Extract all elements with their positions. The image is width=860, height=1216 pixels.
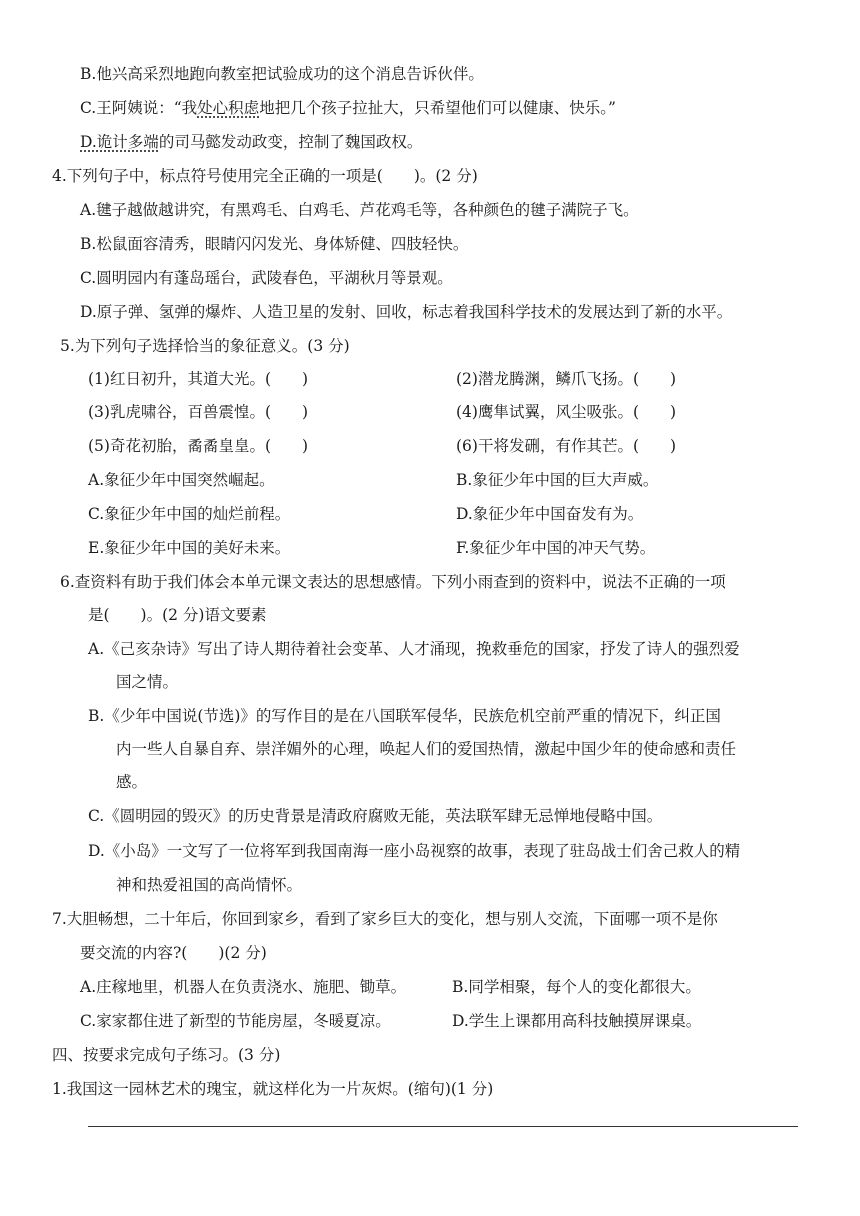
q4-option-a: A.毽子越做越讲究，有黑鸡毛、白鸡毛、芦花鸡毛等，各种颜色的毽子满院子飞。: [80, 201, 639, 219]
q4-option-c: C.圆明园内有蓬岛瑶台，武陵春色，平湖秋月等景观。: [80, 269, 453, 287]
q3-option-d-dotted-phrase: D.诡计多端: [80, 133, 159, 151]
q3-option-c-suffix: 地把几个孩子拉扯大，只希望他们可以健康、快乐。”: [259, 99, 616, 117]
q5-stem: 5.为下列句子选择恰当的象征意义。(3 分): [60, 337, 350, 355]
q7-stem-line2: 要交流的内容?( )(2 分): [80, 944, 267, 962]
q5-item: (6)干将发硎，有作其芒。( ): [456, 437, 677, 455]
q7-option-b: B.同学相聚，每个人的变化都很大。: [452, 978, 701, 996]
q5-option: D.象征少年中国奋发有为。: [456, 505, 644, 523]
q6-option-b-line3: 感。: [116, 773, 148, 791]
q6-option-b-line1: B.《少年中国说(节选)》的写作目的是在八国联军侵华，民族危机空前严重的情况下，纠正国: [88, 707, 721, 725]
q5-option: E.象征少年中国的美好未来。: [88, 539, 291, 557]
q5-item: (3)乳虎啸谷，百兽震惶。( ): [88, 403, 309, 421]
q7-option-d: D.学生上课都用高科技触摸屏课桌。: [452, 1012, 702, 1030]
section4-question1: 1.我国这一园林艺术的瑰宝，就这样化为一片灰烬。(缩句)(1 分): [52, 1080, 494, 1098]
q6-option-a-line1: A.《己亥杂诗》写出了诗人期待着社会变革、人才涌现，挽救垂危的国家，抒发了诗人的强烈爱: [88, 640, 740, 658]
q3-option-d: [80, 131, 422, 153]
q3-option-c: [80, 97, 616, 119]
q5-item: (2)潜龙腾渊，鳞爪飞扬。( ): [456, 370, 677, 388]
q5-option: C.象征少年中国的灿烂前程。: [88, 505, 291, 523]
q3-option-c-dotted-phrase: 处心积虑: [197, 99, 260, 117]
q6-option-a-line2: 国之情。: [116, 673, 179, 691]
q6-stem-line1: 6.查资料有助于我们体会本单元课文表达的思想感情。下列小雨查到的资料中，说法不正确的一项: [60, 573, 726, 591]
q6-option-b-line2: 内一些人自暴自弃、崇洋媚外的心理，唤起人们的爱国热情，激起中国少年的使命感和责任: [116, 740, 737, 758]
q6-option-c: C.《圆明园的毁灭》的历史背景是清政府腐败无能，英法联军肆无忌惮地侵略中国。: [88, 807, 663, 825]
q4-option-d: D.原子弹、氢弹的爆炸、人造卫星的发射、回收，标志着我国科学技术的发展达到了新的水平。: [80, 303, 733, 321]
q6-stem-line2: 是( )。(2 分)语文要素: [88, 606, 267, 624]
q3-option-c-prefix: C.王阿姨说：“我: [80, 99, 198, 117]
q3-option-d-suffix: 的司马懿发动政变，控制了魏国政权。: [158, 133, 423, 151]
q7-option-c: C.家家都住进了新型的节能房屋，冬暖夏凉。: [80, 1012, 391, 1030]
q5-item: (1)红日初升，其道大光。( ): [88, 370, 309, 388]
q4-option-b: B.松鼠面容清秀，眼睛闪闪发光、身体矫健、四肢轻快。: [80, 235, 469, 253]
q7-stem-line1: 7.大胆畅想，二十年后，你回到家乡，看到了家乡巨大的变化，想与别人交流，下面哪一项不是你: [52, 910, 718, 928]
answer-line[interactable]: [88, 1126, 798, 1127]
q5-item: (4)鹰隼试翼，风尘吸张。( ): [456, 403, 677, 421]
q4-stem: 4.下列句子中，标点符号使用完全正确的一项是( )。(2 分): [52, 167, 478, 185]
q5-option: B.象征少年中国的巨大声威。: [456, 471, 659, 489]
q5-option: F.象征少年中国的冲天气势。: [456, 539, 656, 557]
q7-option-a: A.庄稼地里，机器人在负责浇水、施肥、锄草。: [80, 978, 407, 996]
q6-option-d-line2: 神和热爱祖国的高尚情怀。: [116, 876, 303, 894]
q3-option-b: B.他兴高采烈地跑向教室把试验成功的这个消息告诉伙伴。: [80, 65, 484, 83]
q5-item: (5)奇花初胎，矞矞皇皇。( ): [88, 437, 309, 455]
q5-option: A.象征少年中国突然崛起。: [88, 471, 275, 489]
q6-option-d-line1: D.《小岛》一文写了一位将军到我国南海一座小岛视察的故事，表现了驻岛战士们舍己救人的精: [88, 842, 741, 860]
section4-heading: 四、按要求完成句子练习。(3 分): [52, 1046, 281, 1064]
